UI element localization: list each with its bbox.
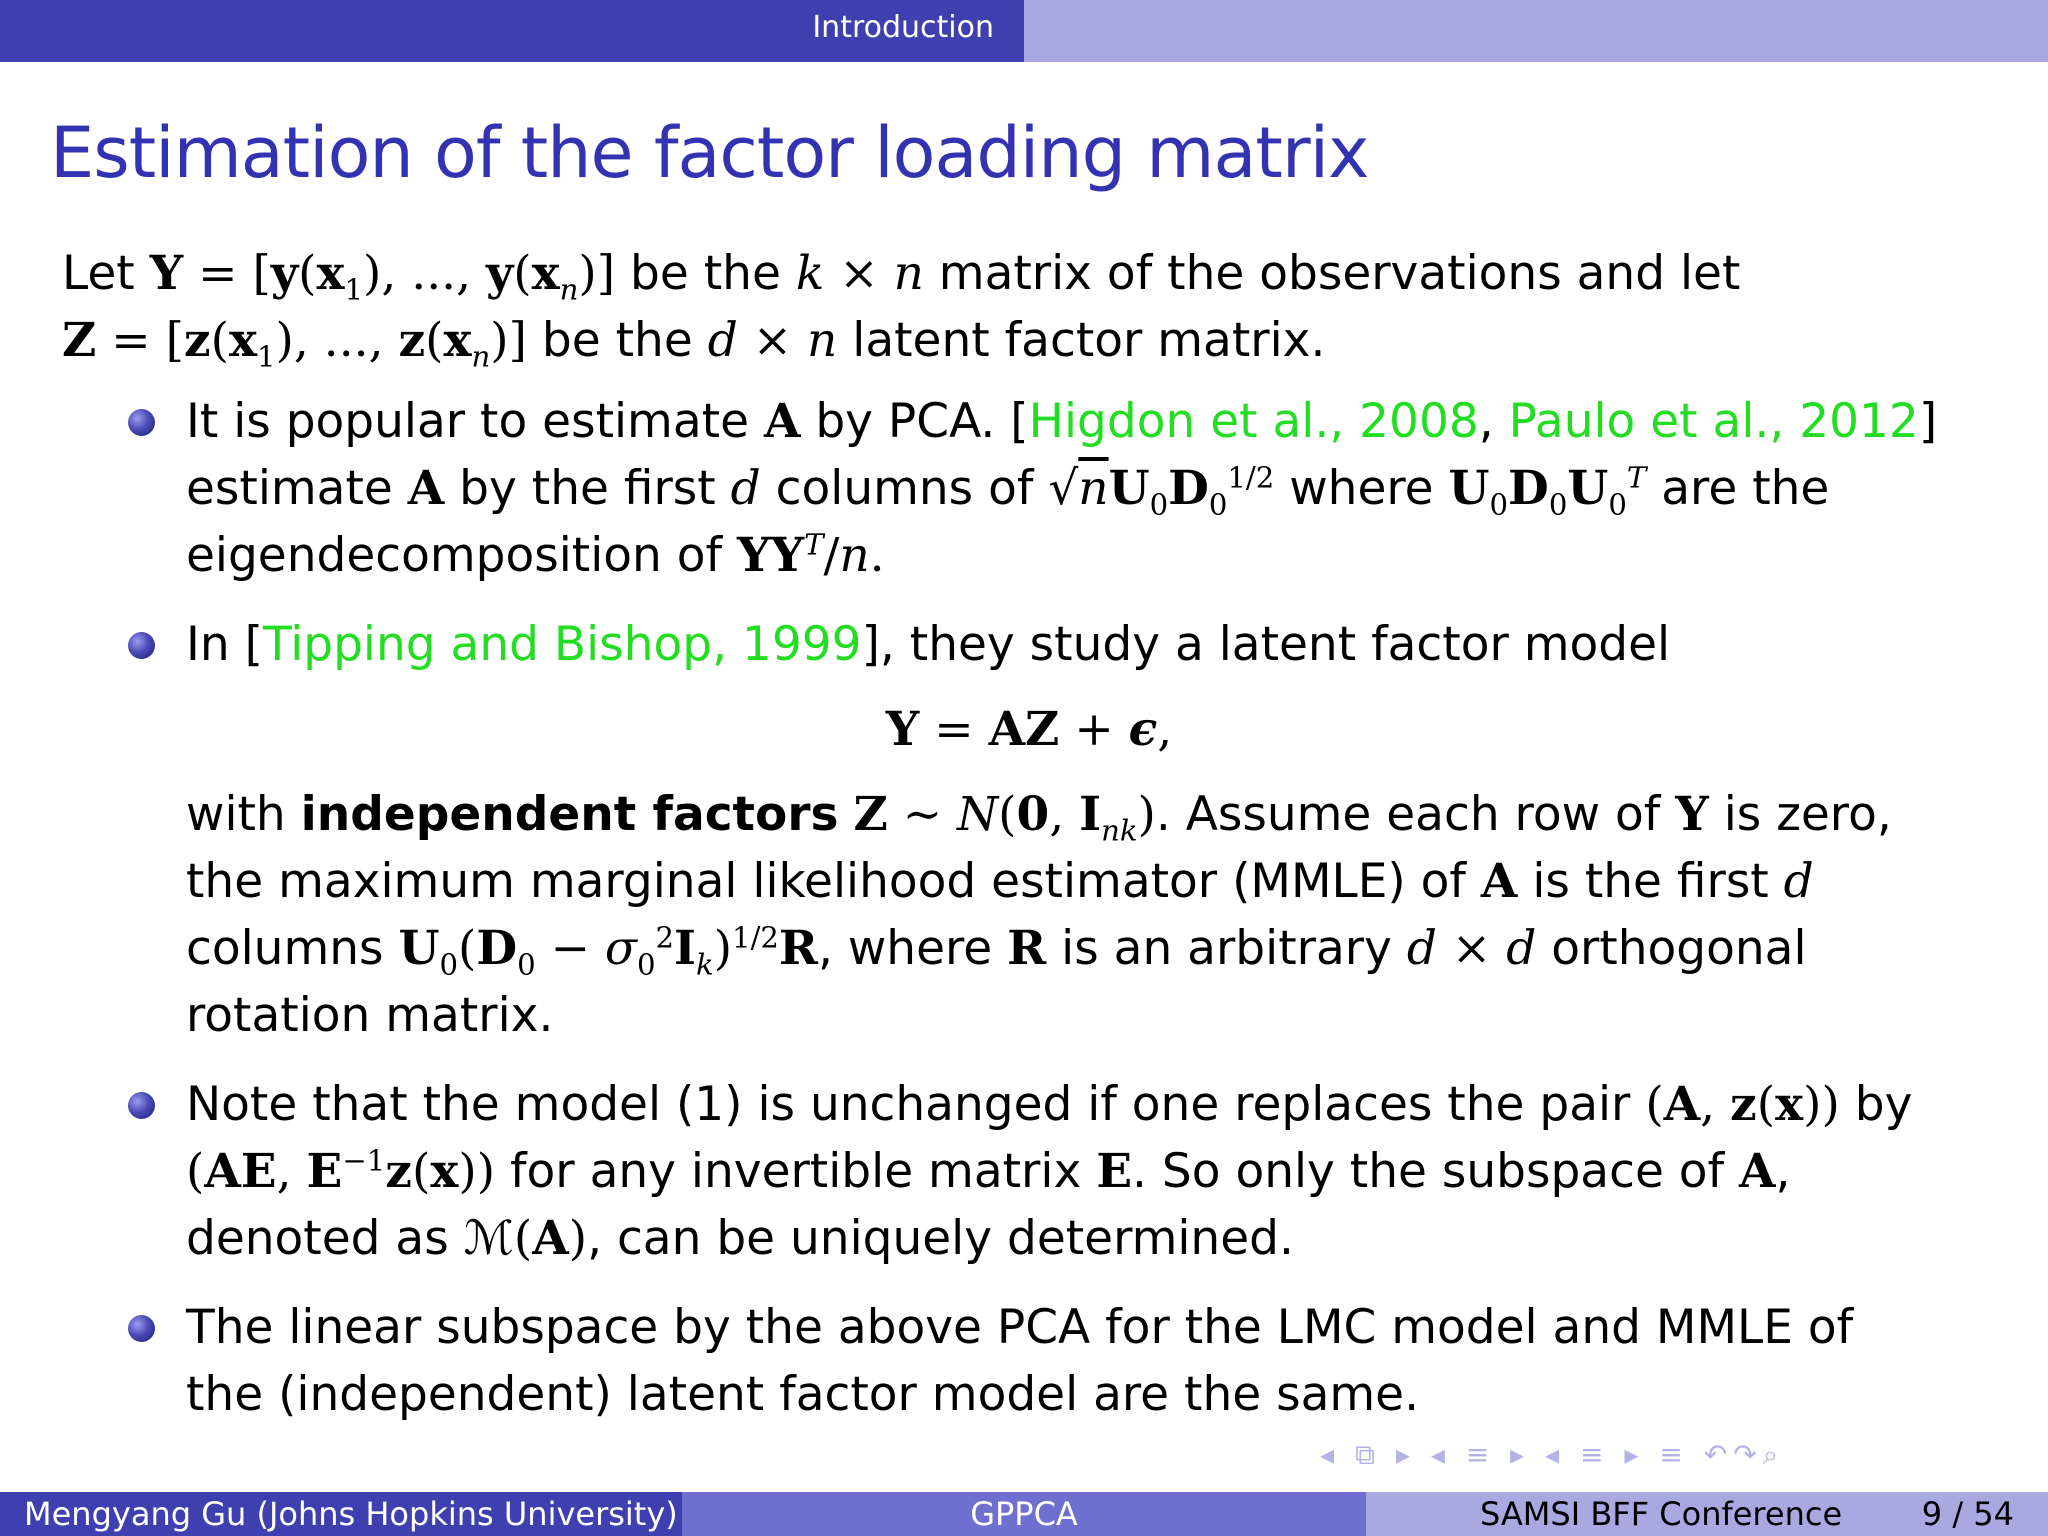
bullet-tipping-bishop: In [Tipping and Bishop, 1999], they study a latent factor model Y = AZ + ϵ, with independent factors Z ∼ N(0, $I_{nk}$). Assume each row of Y is zero, the maximum marginal likelihood estimator (MMLE) of A is the first d columns $U_0(D_0 - \sigma_0^2I_k)^{1/2}R$, where R is an arbitrary d × d orthogonal rotation matrix. xyxy=(62,611,1992,1049)
section-nav-link[interactable]: Introduction xyxy=(812,10,994,45)
display-equation: Y = AZ + ϵ, xyxy=(885,702,1173,757)
footer-bar xyxy=(0,1492,2048,1536)
nav-search-icon[interactable]: ↶↷⌕ xyxy=(1703,1438,1785,1471)
page-number: 9 / 54 xyxy=(1921,1495,2014,1533)
top-bar-right xyxy=(1024,0,2048,62)
slide-title: Estimation of the factor loading matrix xyxy=(50,112,1369,194)
intro-paragraph: Let $Y = [y(x_1)$, ..., $y(x_n)$] be the k × n matrix of the observations and let $Z = [z(x_1)$, ..., $z(x_n)$] be the d × n latent factor matrix. xyxy=(62,246,1741,374)
footer-author: Mengyang Gu (Johns Hopkins University) xyxy=(0,1492,682,1536)
nav-section-icon[interactable]: ◂ ≡ ▸ xyxy=(1545,1438,1645,1471)
bullet-icon xyxy=(128,409,155,436)
bullet-conclusion: The linear subspace by the above PCA for the LMC model and MMLE of the (independent) latent factor model are the same. xyxy=(62,1294,1992,1428)
citation-link[interactable]: Tipping and Bishop, 1999 xyxy=(262,617,862,672)
footer-conference: SAMSI BFF Conference xyxy=(1480,1495,1843,1533)
citation-link[interactable]: Higdon et al., 2008 xyxy=(1028,394,1479,449)
footer-right xyxy=(1366,1492,2048,1536)
bullet-icon xyxy=(128,1315,155,1342)
citation-link[interactable]: Paulo et al., 2012 xyxy=(1508,394,1919,449)
bullet-pca: It is popular to estimate A by PCA. [Higdon et al., 2008, Paulo et al., 2012] estimate A by the first d columns of $√nU_0D_0^{1/2}$ where $U_0D_0U_0^T$ are the eigendecomposition of $YY^T/n$. xyxy=(62,388,1992,589)
top-navigation-bar xyxy=(0,0,2048,62)
footer-short-title: GPPCA xyxy=(682,1492,1366,1536)
bullet-icon xyxy=(128,632,155,659)
beamer-navigation-symbols[interactable] xyxy=(1320,1438,1784,1472)
nav-align-icon[interactable]: ≡ xyxy=(1659,1438,1689,1471)
bullet-list xyxy=(62,388,1992,1428)
nav-subsection-icon[interactable]: ◂ ≡ ▸ xyxy=(1430,1438,1531,1471)
slide-body xyxy=(62,240,1992,1450)
bullet-identifiability: Note that the model (1) is unchanged if one replaces the pair (A, z(x)) by (AE, $E^{-1}z(x)$) for any invertible matrix E. So only the subspace of A, denoted as ℳ(A), can be uniquely determined. xyxy=(62,1071,1992,1272)
bullet-icon xyxy=(128,1092,155,1119)
nav-frame-icon[interactable]: ◂ ⧉ ▸ xyxy=(1320,1438,1416,1471)
